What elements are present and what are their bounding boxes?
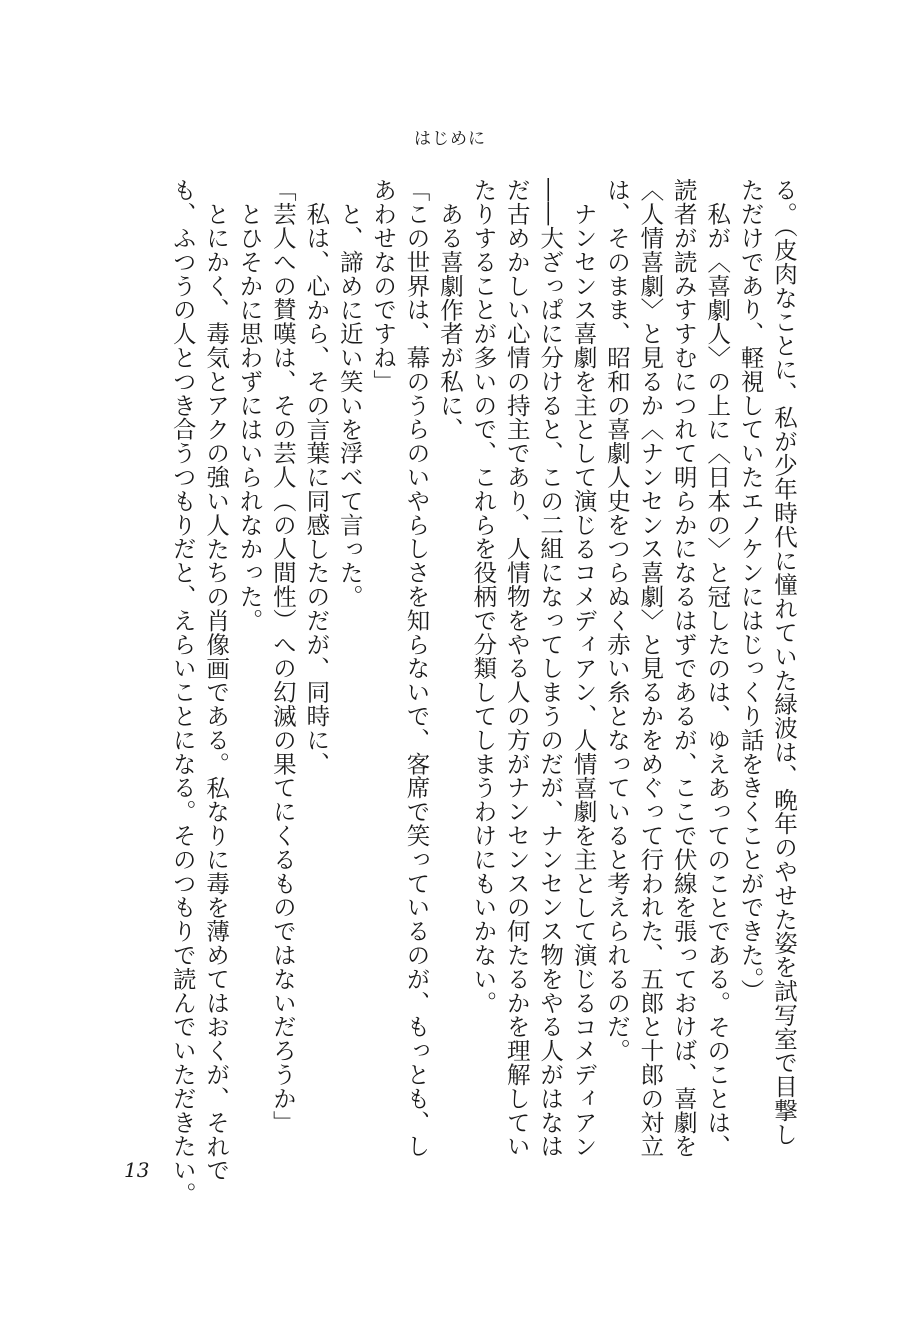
running-head: はじめに (414, 129, 486, 149)
text-line: とひそかに思わずにはいられなかった。 (235, 201, 264, 632)
text-line: とにかく、毒気とアクの強い人たちの肖像画である。私なりに毒を薄めてはおくが、それで (202, 201, 231, 1182)
page-number: 13 (124, 1158, 150, 1182)
text-line: 「この世界は、幕のうらのいやらしさを知らないで、客席で笑っているのが、もっとも、し (402, 178, 431, 1158)
text-line: 私は、心から、その言葉に同感したのだが、同時に、 (302, 201, 331, 776)
text-line: ただけであり、軽視していたエノケンにはじっくり話をきくことができた。） (736, 178, 765, 1003)
text-line: 私が〈喜劇人〉の上に〈日本の〉と冠したのは、ゆえあってのことである。そのことは、 (703, 201, 732, 1158)
text-line: 〈人情喜劇〉と見るか〈ナンセンス喜劇〉と見るかをめぐって行われた、五郎と十郎の対立 (636, 178, 665, 1158)
text-line: あわせなのですね」 (369, 178, 398, 394)
text-line: ある喜劇作者が私に、 (435, 201, 464, 441)
text-line: る。（皮肉なことに、私が少年時代に憧れていた緑波は、晩年のやせた姿を試写室で目撃し (770, 178, 798, 1147)
text-line: ナンセンス喜劇を主として演じるコメディアン、人情喜劇を主として演じるコメディアン (569, 201, 598, 1158)
text-line: と、諦めに近い笑いを浮べて言った。 (335, 201, 364, 608)
body-text (165, 178, 800, 1206)
text-line: 読者が読みすすむにつれて明らかになるはずであるが、ここで伏線を張っておけば、喜劇を (669, 178, 698, 1158)
text-line: 「芸人への賛嘆は、その芸人（の人間性）への幻滅の果てにくるものではないだろうか」 (268, 178, 297, 1134)
text-line: も、ふつうの人とつき合うつもりだと、えらいことになる。そのつもりで読んでいただきたい。 (168, 178, 197, 1206)
text-line: ――大ざっぱに分けると、この二組になってしまうのだが、ナンセンス物をやる人がはなは (536, 178, 565, 1158)
text-line: は、そのまま、昭和の喜劇人史をつらぬく赤い糸となっていると考えられるのだ。 (602, 178, 631, 1063)
text-line: たりすることが多いので、これらを役柄で分類してしまうわけにもいかない。 (469, 178, 498, 1015)
text-line: だ古めかしい心情の持主であり、人情物をやる人の方がナンセンスの何たるかを理解してい (502, 178, 531, 1158)
